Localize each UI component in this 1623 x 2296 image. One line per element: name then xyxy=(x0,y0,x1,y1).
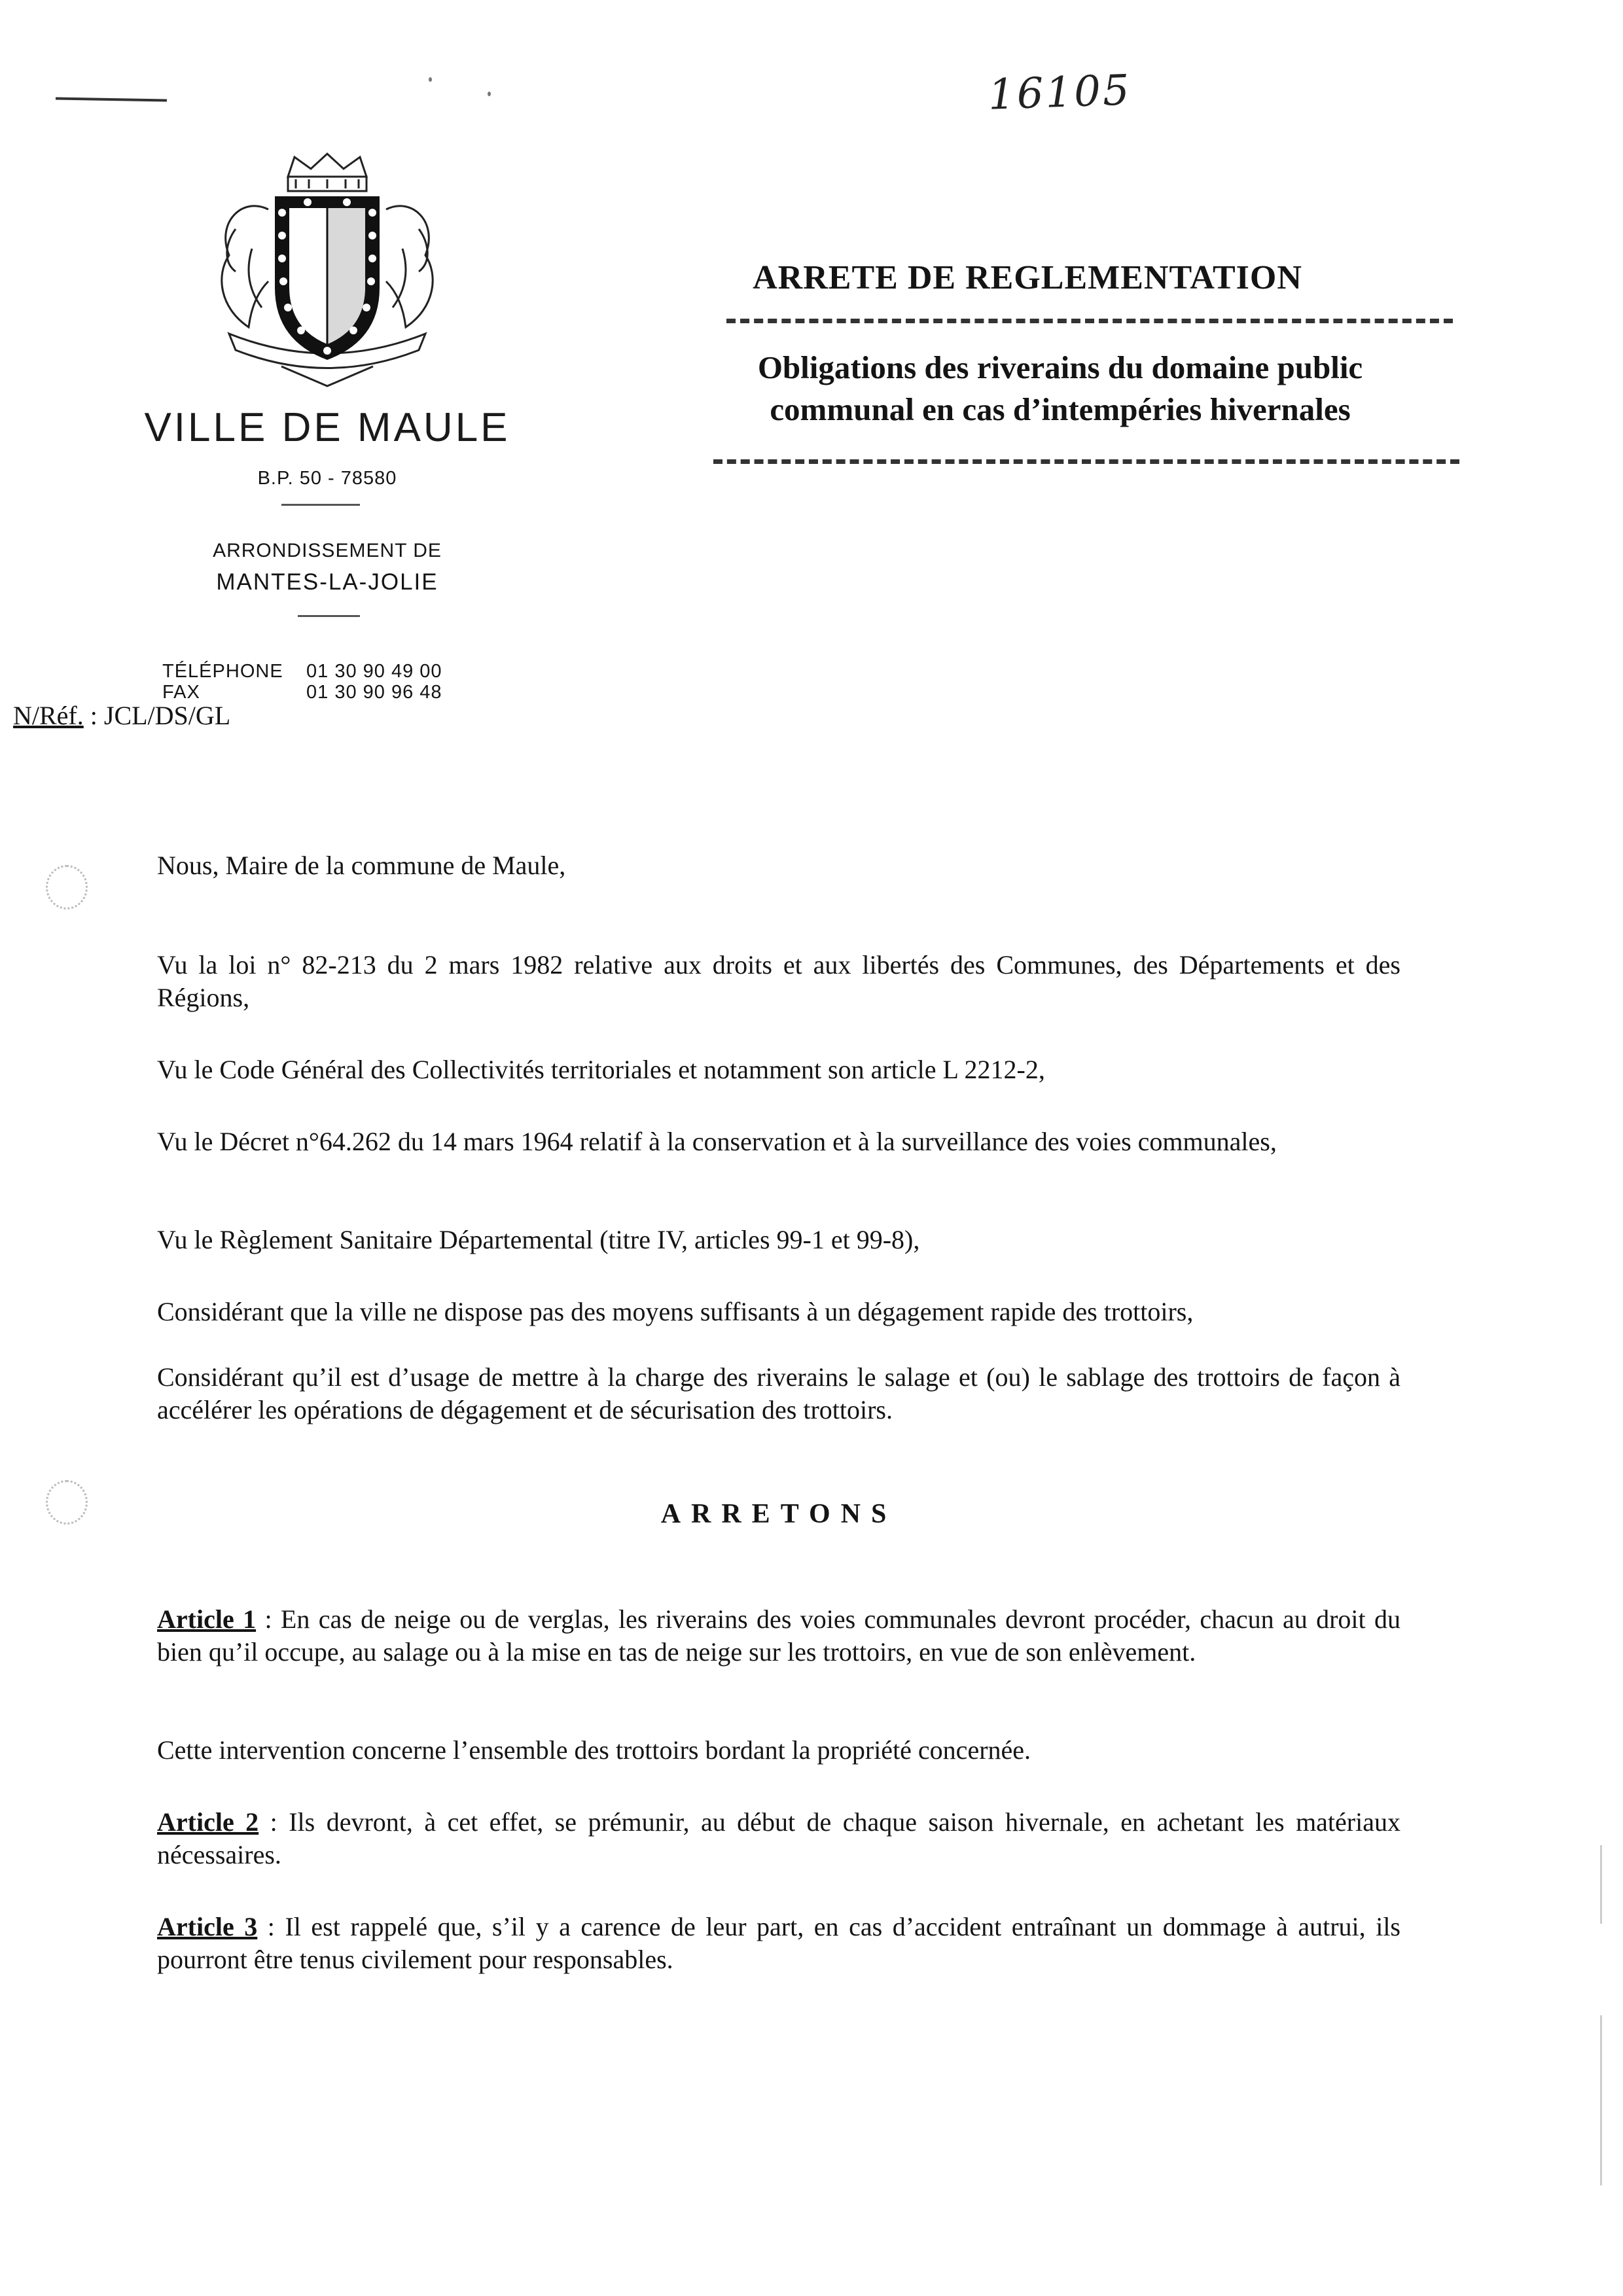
punch-hole-mark xyxy=(46,865,88,910)
reference-label: N/Réf. xyxy=(13,701,84,730)
arrondissement-name: MANTES-LA-JOLIE xyxy=(216,569,438,595)
telephone-number: 01 30 90 49 00 xyxy=(306,661,442,682)
article-text: : Il est rappelé que, s’il y a carence de leur part, en cas d’accident entraînant un dommage à autrui, ils pourront être tenus civilement pour responsables. xyxy=(157,1912,1400,1974)
article-text: : Ils devront, à cet effet, se prémunir, au début de chaque saison hivernale, en achetant les matériaux nécessaires. xyxy=(157,1807,1400,1869)
preamble-paragraph: Vu le Règlement Sanitaire Départemental (titre IV, articles 99-1 et 99-8), xyxy=(157,1225,920,1254)
article-paragraph xyxy=(157,1734,1400,1767)
preamble-paragraph: Considérant que la ville ne dispose pas des moyens suffisants à un dégagement rapide des trottoirs, xyxy=(157,1297,1194,1326)
article-paragraph xyxy=(157,1911,1400,1976)
dashed-rule xyxy=(713,459,1459,464)
document-subtitle xyxy=(654,347,1466,431)
preamble-paragraph: Vu le Code Général des Collectivités territoriales et notamment son article L 2212-2, xyxy=(157,1055,1045,1084)
postal-address: B.P. 50 - 78580 xyxy=(257,468,397,489)
article-paragraph xyxy=(157,1806,1400,1871)
article-label: Article 2 xyxy=(157,1807,259,1837)
decision-heading: ARRETONS xyxy=(660,1499,897,1529)
article-label: Article 3 xyxy=(157,1912,258,1941)
fax-label: FAX xyxy=(162,682,200,703)
article-text: Cette intervention concerne l’ensemble des trottoirs bordant la propriété concernée. xyxy=(157,1735,1031,1765)
fax-number: 01 30 90 96 48 xyxy=(306,682,442,703)
preamble-paragraph: Vu la loi n° 82-213 du 2 mars 1982 relative aux droits et aux libertés des Communes, des Départements et des Régions, xyxy=(157,950,1400,1012)
article-paragraph xyxy=(157,1603,1400,1669)
scan-edge-mark xyxy=(1600,1845,1602,1924)
divider xyxy=(281,504,360,506)
scan-speck xyxy=(429,77,432,82)
punch-hole-mark xyxy=(46,1480,88,1525)
our-reference xyxy=(13,700,230,731)
divider xyxy=(298,615,360,617)
arrondissement-label: ARRONDISSEMENT DE xyxy=(213,540,442,561)
preamble-paragraph: Vu le Décret n°64.262 du 14 mars 1964 relatif à la conservation et à la surveillance des voies communales, xyxy=(157,1127,1277,1156)
town-name: VILLE DE MAULE xyxy=(144,405,510,450)
scan-speck xyxy=(488,92,491,96)
article-text: : En cas de neige ou de verglas, les riverains des voies communales devront procéder, chacun au droit du bien qu’il occupe, au salage ou à la mise en tas de neige sur les trottoirs, en vue de son enlèvement. xyxy=(157,1604,1400,1667)
article-label: Article 1 xyxy=(157,1604,257,1634)
scan-mark xyxy=(56,97,167,102)
document-title: ARRETE DE REGLEMENTATION xyxy=(753,259,1302,296)
opening-line: Nous, Maire de la commune de Maule, xyxy=(157,851,566,880)
town-coat-of-arms xyxy=(190,150,465,399)
preamble-paragraph: Considérant qu’il est d’usage de mettre à la charge des riverains le salage et (ou) le sablage des trottoirs de façon à accélérer les opérations de dégagement et de sécurisation des trottoirs. xyxy=(157,1362,1400,1424)
handwritten-reference: 16105 xyxy=(987,66,1132,120)
telephone-label: TÉLÉPHONE xyxy=(162,661,283,682)
subtitle-line: Obligations des riverains du domaine public xyxy=(757,349,1363,385)
subtitle-line: communal en cas d’intempéries hivernales xyxy=(770,391,1351,427)
dashed-rule xyxy=(726,319,1453,323)
scan-edge-mark xyxy=(1600,2015,1602,2185)
reference-value: : JCL/DS/GL xyxy=(83,701,231,730)
